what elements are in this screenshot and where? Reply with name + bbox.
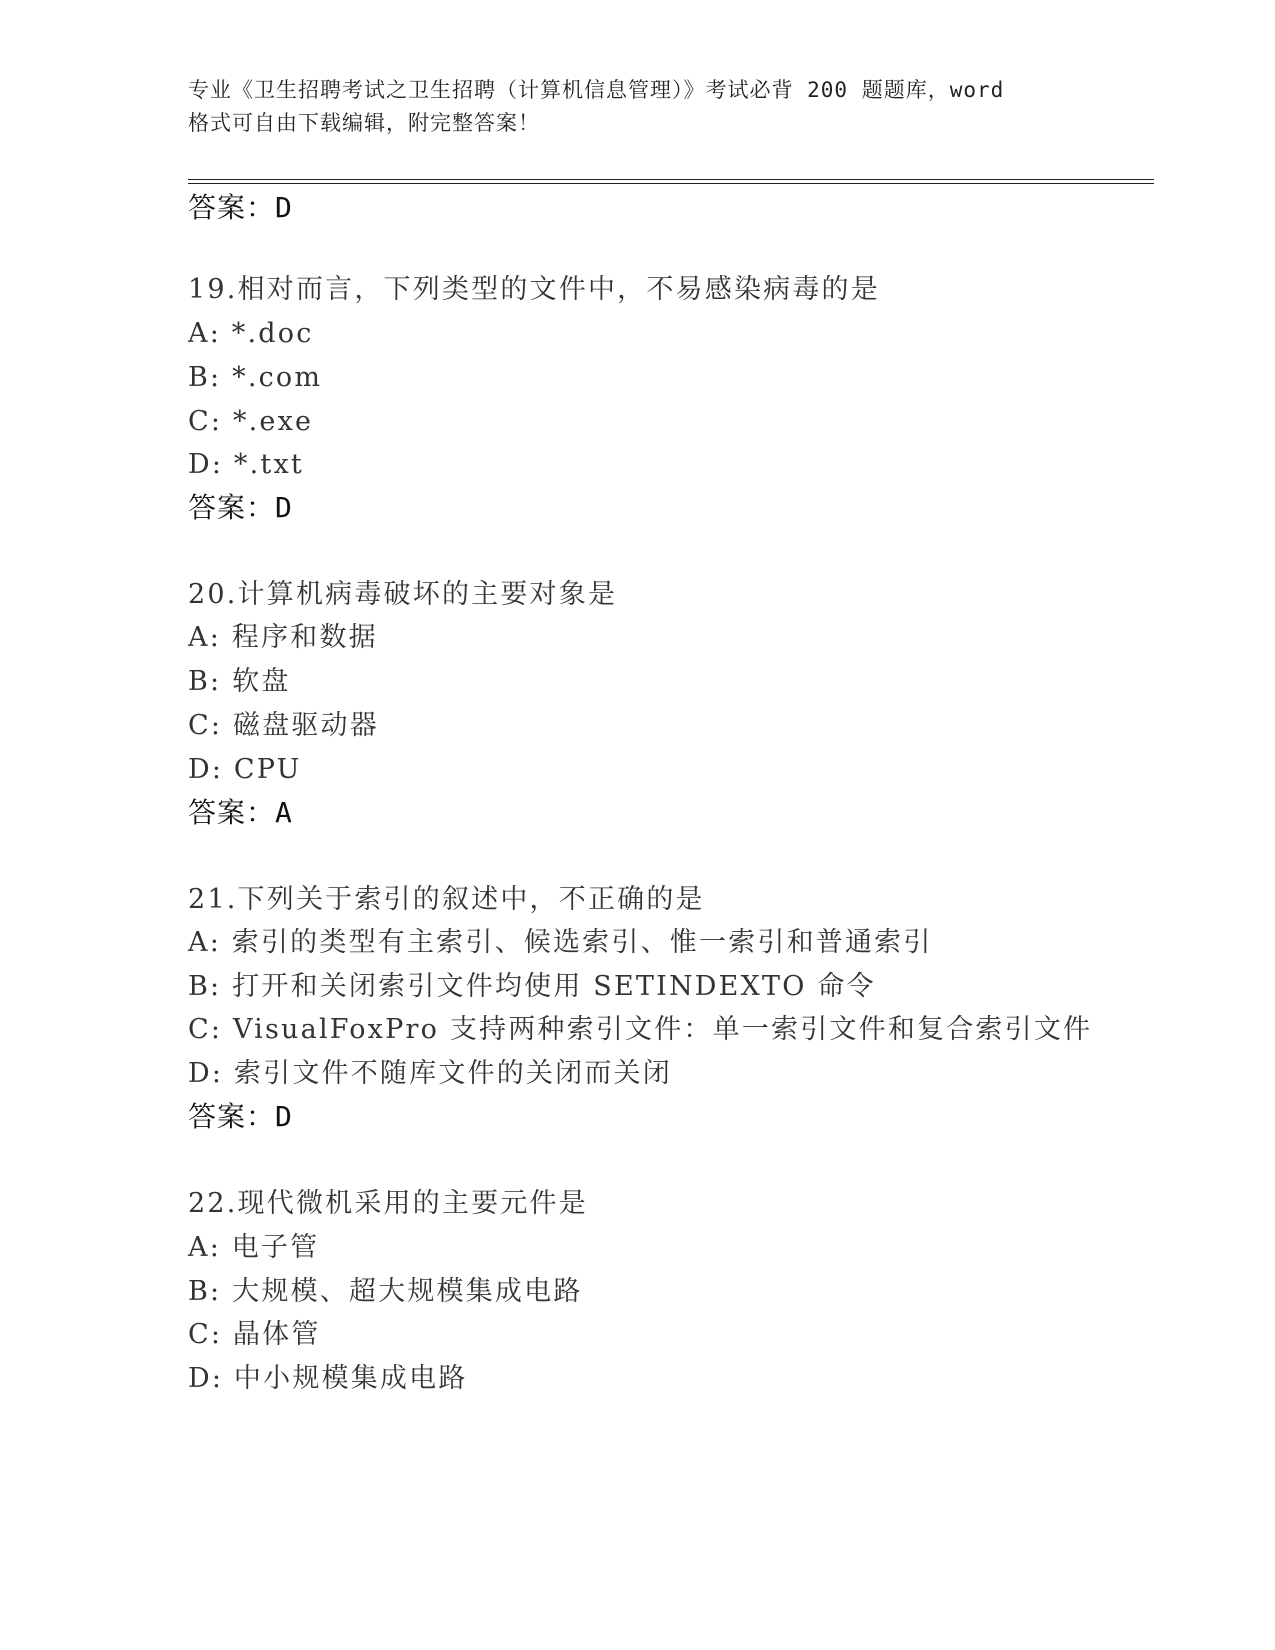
answer-line [188,795,292,831]
option-c: C: *.exe [188,406,314,437]
option-d: D: CPU [188,754,302,785]
option-b: B: *.com [188,362,323,393]
option-d: D: 中小规模集成电路 [188,1363,468,1394]
answer-label: 答案： [188,191,276,224]
option-c: C: 磁盘驱动器 [188,710,379,741]
question-stem: 21.下列关于索引的叙述中，不正确的是 [188,884,705,915]
answer-line [188,190,292,226]
option-b: B: 软盘 [188,666,291,697]
document-header [188,74,1088,140]
answer-value: D [275,491,293,524]
option-a: A: 索引的类型有主索引、候选索引、惟一索引和普通索引 [188,927,933,958]
divider-line-bottom [188,183,1154,184]
option-d: D: *.txt [188,449,304,480]
answer-label: 答案： [188,1100,276,1133]
question-stem: 20.计算机病毒破坏的主要对象是 [188,579,618,610]
option-d: D: 索引文件不随库文件的关闭而关闭 [188,1058,672,1089]
answer-line [188,490,292,526]
header-line-2: 格式可自由下载编辑，附完整答案！ [188,111,540,135]
answer-value: A [275,796,293,829]
option-a: A: 程序和数据 [188,622,378,653]
option-a: A: *.doc [188,318,314,349]
option-c: C: VisualFoxPro 支持两种索引文件：单一索引文件和复合索引文件 [188,1014,1093,1045]
option-b: B: 大规模、超大规模集成电路 [188,1276,583,1307]
question-stem: 22.现代微机采用的主要元件是 [188,1188,588,1219]
question-stem: 19.相对而言，下列类型的文件中，不易感染病毒的是 [188,274,880,305]
option-a: A: 电子管 [188,1232,320,1263]
answer-line [188,1099,292,1135]
answer-value: D [275,191,293,224]
header-line-1: 专业《卫生招聘考试之卫生招聘（计算机信息管理）》考试必背 200 题题库，word [188,78,1005,102]
header-divider [188,179,1154,185]
option-c: C: 晶体管 [188,1319,321,1350]
option-b: B: 打开和关闭索引文件均使用 SETINDEXTO 命令 [188,971,876,1002]
answer-label: 答案： [188,491,276,524]
divider-line-top [188,179,1154,180]
answer-label: 答案： [188,796,276,829]
answer-value: D [275,1100,293,1133]
